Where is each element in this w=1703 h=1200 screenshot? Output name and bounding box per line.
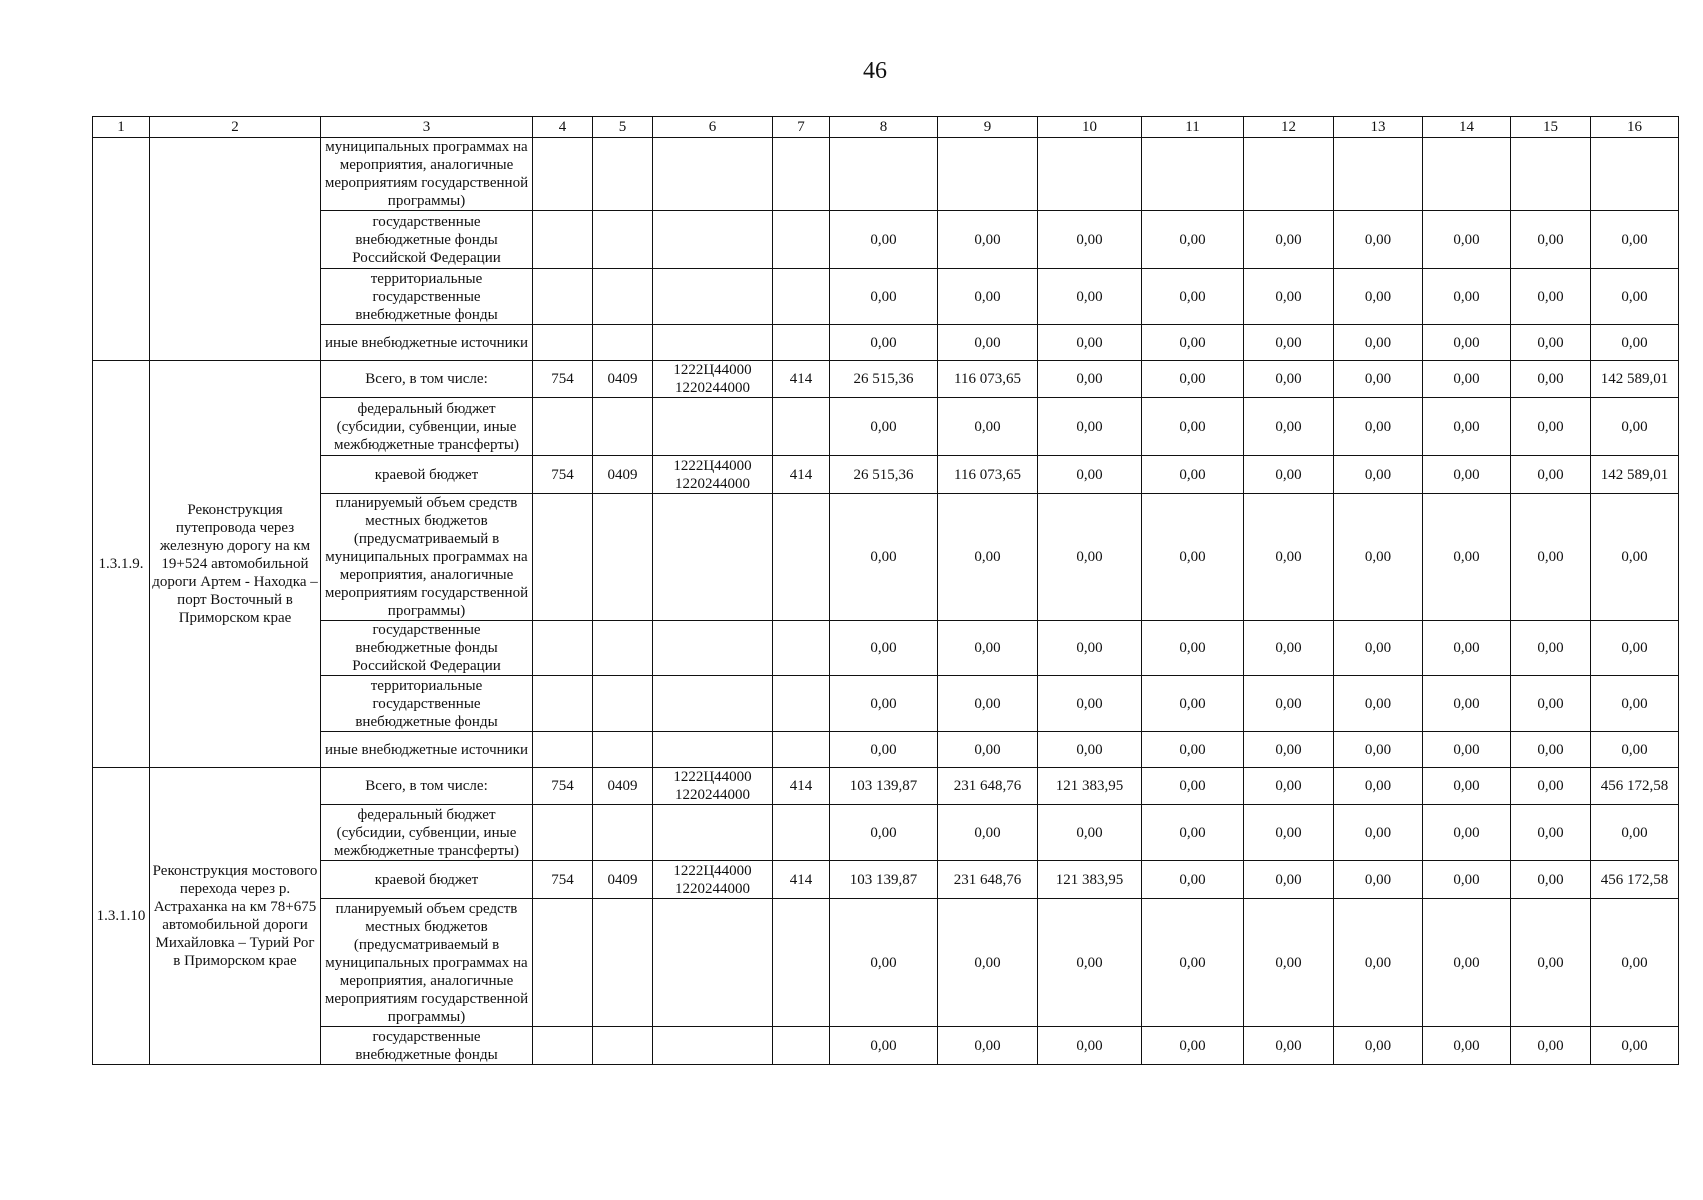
source-cell: краевой бюджет	[321, 456, 533, 494]
value-cell	[533, 621, 593, 676]
source-cell: Всего, в том числе:	[321, 361, 533, 398]
value-cell	[1334, 138, 1423, 211]
value-cell: 0,00	[1423, 398, 1511, 456]
column-header: 14	[1423, 117, 1511, 138]
value-cell: 0,00	[1244, 494, 1334, 621]
value-cell	[773, 805, 830, 861]
value-cell: 0,00	[1591, 269, 1679, 325]
value-cell: 0,00	[1334, 676, 1423, 732]
code-cell	[93, 138, 150, 361]
value-cell	[1244, 138, 1334, 211]
value-cell: 26 515,36	[830, 456, 938, 494]
value-cell	[773, 269, 830, 325]
value-cell	[653, 1027, 773, 1065]
value-cell: 0,00	[830, 805, 938, 861]
value-cell: 0,00	[1423, 1027, 1511, 1065]
value-cell: 0,00	[1511, 732, 1591, 768]
value-cell: 0,00	[938, 899, 1038, 1027]
value-cell	[773, 899, 830, 1027]
column-header: 8	[830, 117, 938, 138]
value-cell: 0,00	[938, 1027, 1038, 1065]
value-cell: 1222Ц44000 1220244000	[653, 361, 773, 398]
value-cell: 0,00	[1511, 1027, 1591, 1065]
value-cell: 754	[533, 361, 593, 398]
value-cell: 0,00	[1244, 732, 1334, 768]
value-cell: 0,00	[1511, 768, 1591, 805]
value-cell: 0,00	[1423, 361, 1511, 398]
value-cell	[773, 732, 830, 768]
value-cell: 0,00	[1591, 676, 1679, 732]
value-cell	[533, 211, 593, 269]
table-row	[93, 621, 1679, 676]
source-cell: государственные внебюджетные фонды Российской Федерации	[321, 211, 533, 269]
value-cell	[653, 805, 773, 861]
column-header: 12	[1244, 117, 1334, 138]
value-cell	[1142, 138, 1244, 211]
value-cell	[533, 1027, 593, 1065]
value-cell: 0,00	[830, 325, 938, 361]
value-cell: 0,00	[1334, 1027, 1423, 1065]
value-cell	[593, 211, 653, 269]
value-cell: 0,00	[938, 325, 1038, 361]
value-cell: 0,00	[1423, 211, 1511, 269]
value-cell: 0,00	[1591, 621, 1679, 676]
value-cell	[653, 621, 773, 676]
value-cell: 0,00	[1038, 676, 1142, 732]
value-cell	[653, 676, 773, 732]
value-cell: 0,00	[1591, 732, 1679, 768]
value-cell	[593, 805, 653, 861]
value-cell: 0,00	[830, 494, 938, 621]
column-header: 5	[593, 117, 653, 138]
value-cell	[533, 732, 593, 768]
table-row	[93, 456, 1679, 494]
value-cell: 0,00	[1142, 211, 1244, 269]
value-cell: 0,00	[1591, 1027, 1679, 1065]
value-cell	[773, 494, 830, 621]
value-cell: 0,00	[1511, 398, 1591, 456]
value-cell	[653, 899, 773, 1027]
value-cell: 0,00	[1591, 494, 1679, 621]
column-header: 10	[1038, 117, 1142, 138]
value-cell: 0,00	[830, 269, 938, 325]
source-cell: федеральный бюджет (субсидии, субвенции, иные межбюджетные трансферты)	[321, 398, 533, 456]
value-cell: 0,00	[938, 621, 1038, 676]
column-header: 13	[1334, 117, 1423, 138]
value-cell: 0,00	[938, 494, 1038, 621]
value-cell: 754	[533, 861, 593, 899]
value-cell: 0,00	[830, 398, 938, 456]
value-cell	[773, 211, 830, 269]
source-cell: Всего, в том числе:	[321, 768, 533, 805]
value-cell: 0,00	[1511, 211, 1591, 269]
value-cell: 754	[533, 456, 593, 494]
value-cell	[533, 138, 593, 211]
value-cell	[533, 398, 593, 456]
value-cell: 0,00	[938, 732, 1038, 768]
value-cell: 0,00	[1142, 494, 1244, 621]
value-cell: 0,00	[1038, 398, 1142, 456]
source-cell: государственные внебюджетные фонды	[321, 1027, 533, 1065]
value-cell: 26 515,36	[830, 361, 938, 398]
value-cell: 0,00	[1334, 805, 1423, 861]
value-cell: 0,00	[1334, 325, 1423, 361]
value-cell	[593, 269, 653, 325]
value-cell: 0,00	[1038, 494, 1142, 621]
value-cell	[533, 269, 593, 325]
table-row	[93, 805, 1679, 861]
value-cell: 0,00	[938, 805, 1038, 861]
value-cell	[653, 325, 773, 361]
column-header: 9	[938, 117, 1038, 138]
value-cell: 0409	[593, 361, 653, 398]
value-cell	[533, 676, 593, 732]
value-cell: 0,00	[1591, 398, 1679, 456]
value-cell: 142 589,01	[1591, 361, 1679, 398]
value-cell: 0,00	[1038, 621, 1142, 676]
value-cell: 0,00	[1511, 361, 1591, 398]
value-cell: 0,00	[1244, 621, 1334, 676]
value-cell: 0409	[593, 456, 653, 494]
value-cell: 0,00	[1038, 211, 1142, 269]
table-row	[93, 138, 1679, 211]
value-cell: 0,00	[1423, 621, 1511, 676]
value-cell: 0,00	[1334, 211, 1423, 269]
value-cell: 121 383,95	[1038, 861, 1142, 899]
value-cell: 1222Ц44000 1220244000	[653, 861, 773, 899]
value-cell: 0,00	[1142, 805, 1244, 861]
value-cell: 0,00	[1511, 676, 1591, 732]
table-row	[93, 1027, 1679, 1065]
value-cell: 0,00	[1511, 269, 1591, 325]
table-row	[93, 676, 1679, 732]
value-cell: 0,00	[1334, 621, 1423, 676]
value-cell: 0,00	[1038, 269, 1142, 325]
value-cell	[593, 494, 653, 621]
value-cell	[653, 211, 773, 269]
value-cell: 0,00	[1142, 676, 1244, 732]
value-cell: 103 139,87	[830, 861, 938, 899]
value-cell: 0,00	[1334, 732, 1423, 768]
column-header: 11	[1142, 117, 1244, 138]
value-cell	[773, 138, 830, 211]
value-cell: 0,00	[1244, 325, 1334, 361]
value-cell: 0,00	[1244, 768, 1334, 805]
column-header: 7	[773, 117, 830, 138]
value-cell: 0,00	[1334, 398, 1423, 456]
value-cell: 0,00	[1591, 211, 1679, 269]
value-cell: 0,00	[830, 1027, 938, 1065]
value-cell: 0,00	[1591, 805, 1679, 861]
value-cell: 0,00	[1334, 494, 1423, 621]
source-cell: государственные внебюджетные фонды Российской Федерации	[321, 621, 533, 676]
value-cell	[533, 494, 593, 621]
value-cell: 0,00	[1142, 398, 1244, 456]
value-cell: 0,00	[1244, 269, 1334, 325]
source-cell: муниципальных программах на мероприятия, аналогичные мероприятиям государственной программы)	[321, 138, 533, 211]
value-cell: 0,00	[1038, 361, 1142, 398]
value-cell: 0,00	[1423, 676, 1511, 732]
value-cell: 414	[773, 861, 830, 899]
value-cell: 0,00	[1244, 456, 1334, 494]
value-cell: 0,00	[938, 269, 1038, 325]
column-header: 1	[93, 117, 150, 138]
value-cell: 0,00	[1334, 456, 1423, 494]
value-cell: 754	[533, 768, 593, 805]
source-cell: иные внебюджетные источники	[321, 325, 533, 361]
value-cell	[653, 269, 773, 325]
table-row	[93, 269, 1679, 325]
budget-table	[92, 116, 1679, 1065]
value-cell	[593, 138, 653, 211]
value-cell: 0,00	[1142, 361, 1244, 398]
value-cell: 0,00	[1142, 621, 1244, 676]
value-cell	[773, 1027, 830, 1065]
value-cell	[773, 398, 830, 456]
value-cell: 0,00	[1511, 899, 1591, 1027]
value-cell: 0,00	[1142, 861, 1244, 899]
value-cell: 0,00	[1038, 899, 1142, 1027]
value-cell	[593, 398, 653, 456]
table-row	[93, 211, 1679, 269]
value-cell: 0,00	[1511, 456, 1591, 494]
value-cell: 456 172,58	[1591, 768, 1679, 805]
value-cell: 0,00	[1334, 861, 1423, 899]
value-cell: 0,00	[1142, 325, 1244, 361]
value-cell	[773, 621, 830, 676]
value-cell	[593, 1027, 653, 1065]
value-cell: 0,00	[938, 211, 1038, 269]
value-cell: 0,00	[1511, 805, 1591, 861]
value-cell	[773, 676, 830, 732]
value-cell: 0,00	[1244, 861, 1334, 899]
value-cell: 0,00	[830, 211, 938, 269]
item-code: 1.3.1.10	[93, 768, 150, 1065]
value-cell: 0,00	[1334, 899, 1423, 1027]
value-cell	[938, 138, 1038, 211]
value-cell	[1511, 138, 1591, 211]
value-cell: 116 073,65	[938, 361, 1038, 398]
source-cell: федеральный бюджет (субсидии, субвенции, иные межбюджетные трансферты)	[321, 805, 533, 861]
value-cell: 0,00	[1423, 732, 1511, 768]
value-cell: 0,00	[1423, 269, 1511, 325]
value-cell: 0,00	[1244, 361, 1334, 398]
source-cell: территориальные государственные внебюджетные фонды	[321, 676, 533, 732]
value-cell	[593, 899, 653, 1027]
value-cell: 0,00	[1423, 768, 1511, 805]
value-cell: 0,00	[1423, 805, 1511, 861]
table-row	[93, 768, 1679, 805]
value-cell	[593, 325, 653, 361]
value-cell	[533, 899, 593, 1027]
value-cell	[593, 621, 653, 676]
value-cell: 0,00	[1244, 676, 1334, 732]
value-cell	[653, 732, 773, 768]
value-cell: 0,00	[1038, 456, 1142, 494]
source-cell: планируемый объем средств местных бюджетов (предусматриваемый в муниципальных программах на мероприятия, аналогичные мероприятиям государственной программы)	[321, 494, 533, 621]
table-row	[93, 494, 1679, 621]
value-cell	[653, 494, 773, 621]
value-cell	[830, 138, 938, 211]
value-cell: 0,00	[1423, 899, 1511, 1027]
value-cell: 414	[773, 456, 830, 494]
value-cell: 414	[773, 361, 830, 398]
value-cell: 0,00	[830, 732, 938, 768]
value-cell	[593, 732, 653, 768]
value-cell: 231 648,76	[938, 768, 1038, 805]
value-cell	[593, 676, 653, 732]
header-row	[93, 117, 1679, 138]
value-cell: 0,00	[1334, 269, 1423, 325]
value-cell: 456 172,58	[1591, 861, 1679, 899]
value-cell: 0,00	[1244, 398, 1334, 456]
value-cell	[1591, 138, 1679, 211]
value-cell: 0,00	[1511, 621, 1591, 676]
value-cell: 0,00	[1244, 805, 1334, 861]
table-row	[93, 325, 1679, 361]
value-cell: 414	[773, 768, 830, 805]
column-header: 6	[653, 117, 773, 138]
value-cell: 0,00	[1244, 211, 1334, 269]
column-header: 3	[321, 117, 533, 138]
value-cell	[773, 325, 830, 361]
value-cell: 0,00	[1511, 325, 1591, 361]
source-cell: планируемый объем средств местных бюджетов (предусматриваемый в муниципальных программах на мероприятия, аналогичные мероприятиям государственной программы)	[321, 899, 533, 1027]
source-cell: иные внебюджетные источники	[321, 732, 533, 768]
table-row	[93, 732, 1679, 768]
value-cell: 142 589,01	[1591, 456, 1679, 494]
value-cell: 0,00	[1038, 1027, 1142, 1065]
table-row	[93, 899, 1679, 1027]
item-name: Реконструкция мостового перехода через р. Астраханка на км 78+675 автомобильной дороги Михайловка – Турий Рог в Приморском крае	[150, 768, 321, 1065]
value-cell: 0,00	[1142, 899, 1244, 1027]
column-header: 4	[533, 117, 593, 138]
value-cell	[1038, 138, 1142, 211]
value-cell: 116 073,65	[938, 456, 1038, 494]
value-cell: 0,00	[1511, 494, 1591, 621]
value-cell	[653, 398, 773, 456]
value-cell: 121 383,95	[1038, 768, 1142, 805]
value-cell: 0,00	[1511, 861, 1591, 899]
value-cell	[1423, 138, 1511, 211]
value-cell: 0,00	[1423, 456, 1511, 494]
value-cell	[533, 325, 593, 361]
value-cell: 0,00	[1334, 361, 1423, 398]
value-cell: 0,00	[1142, 768, 1244, 805]
value-cell: 0,00	[938, 676, 1038, 732]
value-cell: 0,00	[1244, 1027, 1334, 1065]
value-cell	[533, 805, 593, 861]
page-number: 46	[863, 58, 887, 84]
table-row	[93, 361, 1679, 398]
value-cell: 0,00	[1038, 325, 1142, 361]
value-cell: 0,00	[1591, 325, 1679, 361]
value-cell: 1222Ц44000 1220244000	[653, 768, 773, 805]
value-cell: 1222Ц44000 1220244000	[653, 456, 773, 494]
value-cell: 0,00	[1142, 456, 1244, 494]
column-header: 16	[1591, 117, 1679, 138]
column-header: 2	[150, 117, 321, 138]
value-cell: 103 139,87	[830, 768, 938, 805]
item-name: Реконструкция путепровода через железную дорогу на км 19+524 автомобильной дороги Артем - Находка – порт Восточный в Приморском крае	[150, 361, 321, 768]
value-cell: 0,00	[1423, 861, 1511, 899]
value-cell: 231 648,76	[938, 861, 1038, 899]
value-cell: 0,00	[1038, 805, 1142, 861]
value-cell: 0,00	[1591, 899, 1679, 1027]
value-cell: 0,00	[1142, 732, 1244, 768]
value-cell	[653, 138, 773, 211]
value-cell: 0,00	[1142, 1027, 1244, 1065]
value-cell: 0,00	[1038, 732, 1142, 768]
item-code: 1.3.1.9.	[93, 361, 150, 768]
value-cell: 0,00	[1142, 269, 1244, 325]
value-cell: 0409	[593, 768, 653, 805]
name-cell	[150, 138, 321, 361]
value-cell: 0,00	[938, 398, 1038, 456]
source-cell: территориальные государственные внебюджетные фонды	[321, 269, 533, 325]
table-row	[93, 398, 1679, 456]
value-cell: 0,00	[1244, 899, 1334, 1027]
value-cell: 0409	[593, 861, 653, 899]
column-header: 15	[1511, 117, 1591, 138]
value-cell: 0,00	[830, 621, 938, 676]
value-cell: 0,00	[1423, 494, 1511, 621]
value-cell: 0,00	[830, 899, 938, 1027]
value-cell: 0,00	[1423, 325, 1511, 361]
table-row	[93, 861, 1679, 899]
value-cell: 0,00	[830, 676, 938, 732]
value-cell: 0,00	[1334, 768, 1423, 805]
source-cell: краевой бюджет	[321, 861, 533, 899]
